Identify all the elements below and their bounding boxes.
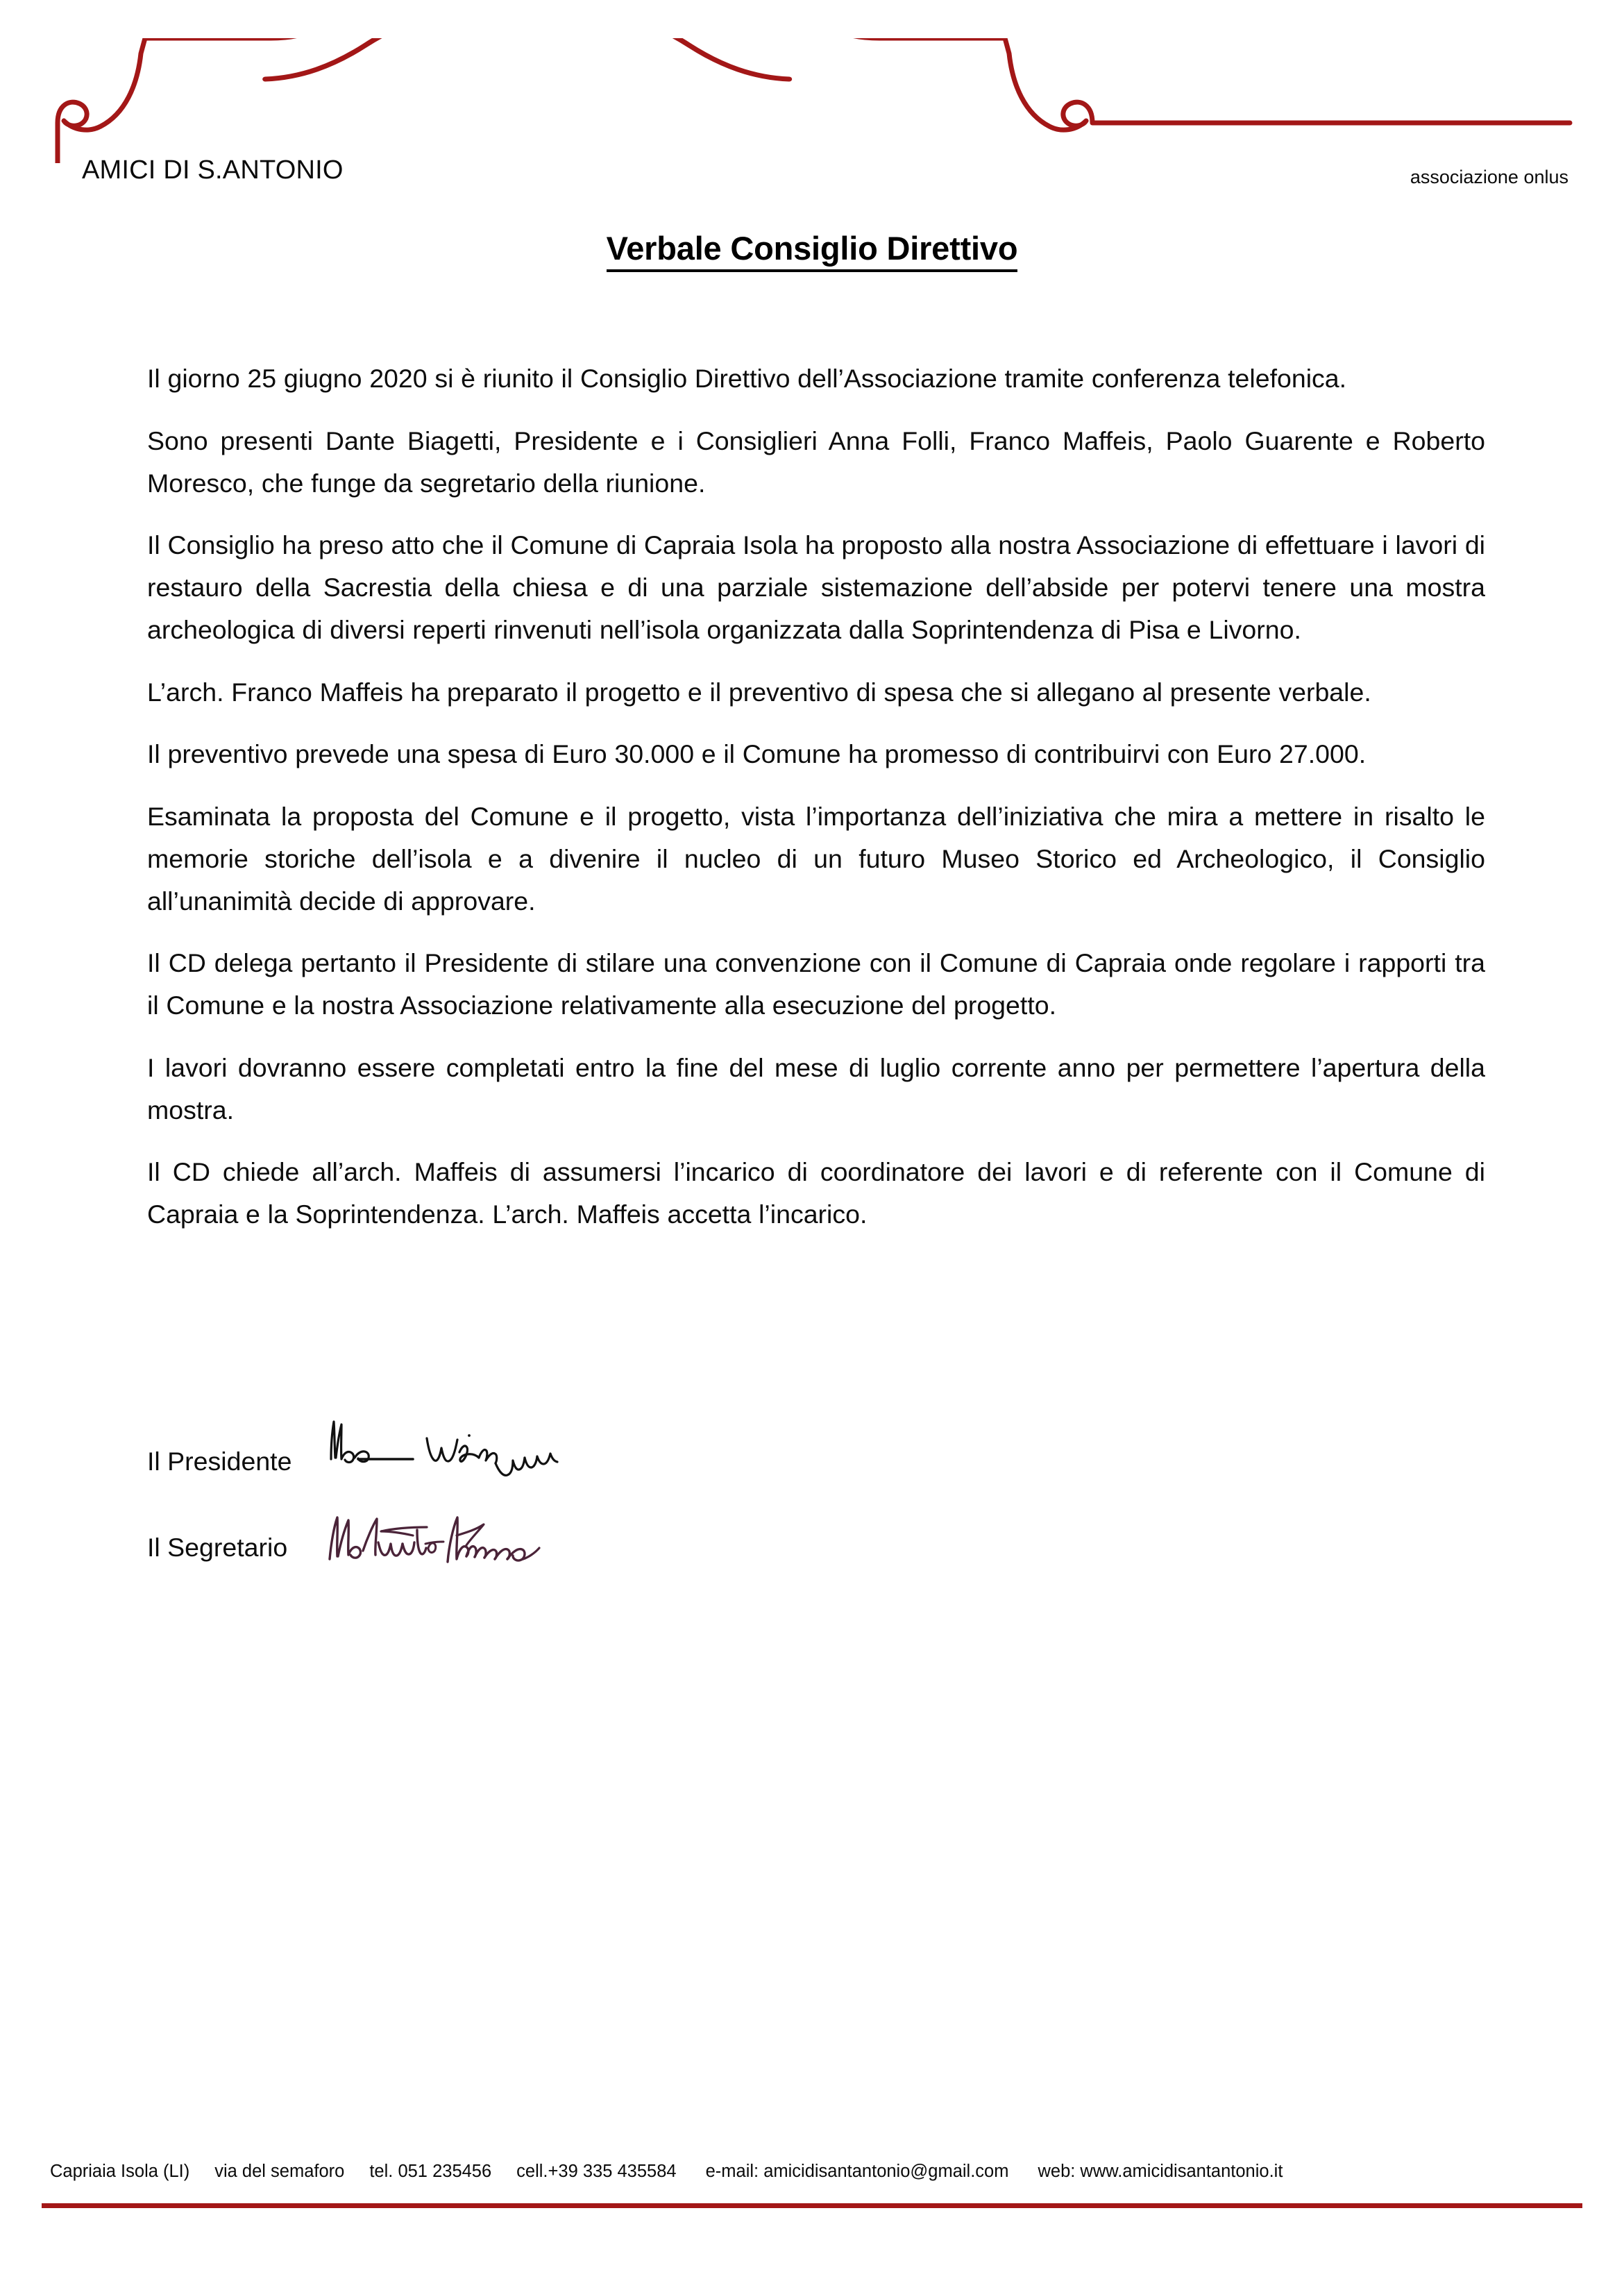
signature-block	[147, 1409, 980, 1579]
page-title-text: Verbale Consiglio Direttivo	[607, 230, 1018, 272]
page-title	[0, 229, 1624, 267]
signature-row-president	[147, 1409, 980, 1494]
paragraph: Il CD delega pertanto il Presidente di stilare una convenzione con il Comune di Capraia onde regolare i rapporti tra il Comune e la nostra Associazione relativamente alla esecuzione del progetto.	[147, 948, 1485, 1020]
document-body	[147, 357, 1485, 1236]
organization-name: AMICI DI S.ANTONIO	[82, 155, 344, 185]
paragraph: Il giorno 25 giugno 2020 si è riunito il Consiglio Direttivo dell’Associazione tramite conferenza telefonica.	[147, 364, 1347, 393]
paragraph: Il preventivo prevede una spesa di Euro 30.000 e il Comune ha promesso di contribuirvi con Euro 27.000.	[147, 739, 1367, 769]
paragraph: I lavori dovranno essere completati entro la fine del mese di luglio corrente anno per permettere l’apertura della mostra.	[147, 1052, 1485, 1125]
association-type-label: associazione onlus	[1410, 167, 1568, 187]
letterhead	[0, 0, 1624, 208]
paragraph: L’arch. Franco Maffeis ha preparato il progetto e il preventivo di spesa che si allegano al presente verbale.	[147, 677, 1371, 707]
footer-website[interactable]: web: www.amicidisantantonio.it	[1038, 2162, 1283, 2181]
president-signature-svg	[324, 1409, 567, 1482]
paragraph: Esaminata la proposta del Comune e il progetto, vista l’importanza dell’iniziativa che mira a mettere in risalto le memorie storiche dell’isola e a divenire il nucleo di un futuro Museo Storico ed Archeologico, il Consiglio all’unanimità decide di approvare.	[147, 802, 1485, 916]
logo-dome-svg	[49, 38, 1575, 163]
paragraph: Sono presenti Dante Biagetti, Presidente e i Consiglieri Anna Folli, Franco Maffeis, Paolo Guarente e Roberto Moresco, che funge da segretario della riunione.	[147, 426, 1485, 498]
footer-city: Capriaia Isola (LI)	[50, 2162, 190, 2181]
footer-email[interactable]: e-mail: amicidisantantonio@gmail.com	[705, 2162, 1009, 2181]
signature-row-secretary	[147, 1494, 980, 1579]
handwritten-signature-icon	[324, 1409, 567, 1485]
footer	[0, 2142, 1624, 2281]
church-gable-outline-icon	[49, 38, 1575, 163]
footer-phone: tel. 051 235456	[369, 2162, 492, 2181]
paragraph: Il Consiglio ha preso atto che il Comune di Capraia Isola ha proposto alla nostra Associazione di effettuare i lavori di restauro della Sacrestia della chiesa e di una parziale sistemazione dell’abside per potervi tenere una mostra archeologica di diversi reperti rinvenuti nell’isola organizzata dalla Soprintendenza di Pisa e Livorno.	[147, 530, 1485, 644]
handwritten-signature-icon	[324, 1502, 560, 1572]
signature-role-label: Il Segretario	[147, 1533, 288, 1562]
signature-role-label: Il Presidente	[147, 1447, 292, 1476]
footer-street: via del semaforo	[214, 2162, 345, 2181]
footer-mobile: cell.+39 335 435584	[516, 2162, 677, 2181]
footer-divider	[42, 2203, 1582, 2208]
paragraph: Il CD chiede all’arch. Maffeis di assumersi l’incarico di coordinatore dei lavori e di referente con il Comune di Capraia e la Soprintendenza. L’arch. Maffeis accetta l’incarico.	[147, 1157, 1485, 1229]
footer-contact-line	[50, 2162, 1577, 2182]
secretary-signature-svg	[324, 1502, 560, 1568]
